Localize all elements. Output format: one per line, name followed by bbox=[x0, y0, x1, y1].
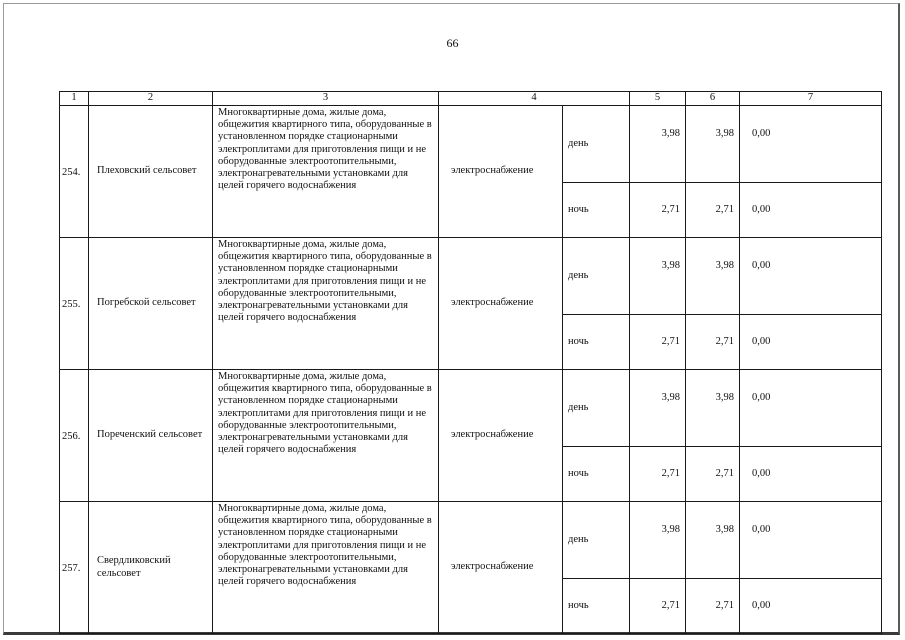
night-value-6: 2,71 bbox=[686, 447, 740, 502]
column-header: 7 bbox=[740, 92, 882, 106]
column-header: 1 bbox=[60, 92, 89, 106]
period-night: ночь bbox=[563, 183, 630, 238]
table-body bbox=[60, 106, 882, 634]
day-value-5: 3,98 bbox=[630, 238, 686, 315]
night-value-5: 2,71 bbox=[630, 447, 686, 502]
settlement-name: Пореченский сельсовет bbox=[89, 370, 213, 502]
day-value-5: 3,98 bbox=[630, 106, 686, 183]
column-header: 2 bbox=[89, 92, 213, 106]
night-value-7: 0,00 bbox=[740, 579, 882, 634]
row-number: 256. bbox=[60, 370, 89, 502]
period-night: ночь bbox=[563, 447, 630, 502]
period-night: ночь bbox=[563, 579, 630, 634]
tariff-table bbox=[59, 91, 882, 634]
night-value-7: 0,00 bbox=[740, 315, 882, 370]
night-value-7: 0,00 bbox=[740, 447, 882, 502]
column-header: 5 bbox=[630, 92, 686, 106]
day-value-6: 3,98 bbox=[686, 370, 740, 447]
row-number: 254. bbox=[60, 106, 89, 238]
housing-description: Многоквартирные дома, жилые дома, общежития квартирного типа, оборудованные в установленном порядке стационарными электроплитами для приготовления пищи и не оборудованные электроотопительными, электронагревательными установками для целей горячего водоснабжения bbox=[213, 370, 439, 502]
column-header: 4 bbox=[439, 92, 630, 106]
housing-description: Многоквартирные дома, жилые дома, общежития квартирного типа, оборудованные в установленном порядке стационарными электроплитами для приготовления пищи и не оборудованные электроотопительными, электронагревательными установками для целей горячего водоснабжения bbox=[213, 106, 439, 238]
night-value-6: 2,71 bbox=[686, 579, 740, 634]
row-number: 257. bbox=[60, 502, 89, 634]
table-row bbox=[60, 106, 882, 183]
night-value-5: 2,71 bbox=[630, 579, 686, 634]
table-row bbox=[60, 238, 882, 315]
period-day: день bbox=[563, 370, 630, 447]
column-header: 3 bbox=[213, 92, 439, 106]
day-value-6: 3,98 bbox=[686, 238, 740, 315]
day-value-5: 3,98 bbox=[630, 370, 686, 447]
day-value-6: 3,98 bbox=[686, 502, 740, 579]
service-type: электроснабжение bbox=[439, 502, 563, 634]
day-value-7: 0,00 bbox=[740, 106, 882, 183]
column-header: 6 bbox=[686, 92, 740, 106]
row-number: 255. bbox=[60, 238, 89, 370]
night-value-5: 2,71 bbox=[630, 183, 686, 238]
page-number: 66 bbox=[446, 36, 459, 50]
service-type: электроснабжение bbox=[439, 238, 563, 370]
settlement-name: Плеховский сельсовет bbox=[89, 106, 213, 238]
settlement-name: Свердликовский сельсовет bbox=[89, 502, 213, 634]
day-value-7: 0,00 bbox=[740, 370, 882, 447]
service-type: электроснабжение bbox=[439, 370, 563, 502]
period-day: день bbox=[563, 106, 630, 183]
night-value-5: 2,71 bbox=[630, 315, 686, 370]
day-value-5: 3,98 bbox=[630, 502, 686, 579]
night-value-6: 2,71 bbox=[686, 183, 740, 238]
housing-description: Многоквартирные дома, жилые дома, общежития квартирного типа, оборудованные в установленном порядке стационарными электроплитами для приготовления пищи и не оборудованные электроотопительными, электронагревательными установками для целей горячего водоснабжения bbox=[213, 502, 439, 634]
period-night: ночь bbox=[563, 315, 630, 370]
settlement-name: Погребской сельсовет bbox=[89, 238, 213, 370]
night-value-7: 0,00 bbox=[740, 183, 882, 238]
period-day: день bbox=[563, 502, 630, 579]
day-value-7: 0,00 bbox=[740, 502, 882, 579]
service-type: электроснабжение bbox=[439, 106, 563, 238]
day-value-7: 0,00 bbox=[740, 238, 882, 315]
day-value-6: 3,98 bbox=[686, 106, 740, 183]
table-row bbox=[60, 502, 882, 579]
column-number-row bbox=[60, 92, 882, 106]
table-row bbox=[60, 370, 882, 447]
period-day: день bbox=[563, 238, 630, 315]
night-value-6: 2,71 bbox=[686, 315, 740, 370]
housing-description: Многоквартирные дома, жилые дома, общежития квартирного типа, оборудованные в установленном порядке стационарными электроплитами для приготовления пищи и не оборудованные электроотопительными, электронагревательными установками для целей горячего водоснабжения bbox=[213, 238, 439, 370]
